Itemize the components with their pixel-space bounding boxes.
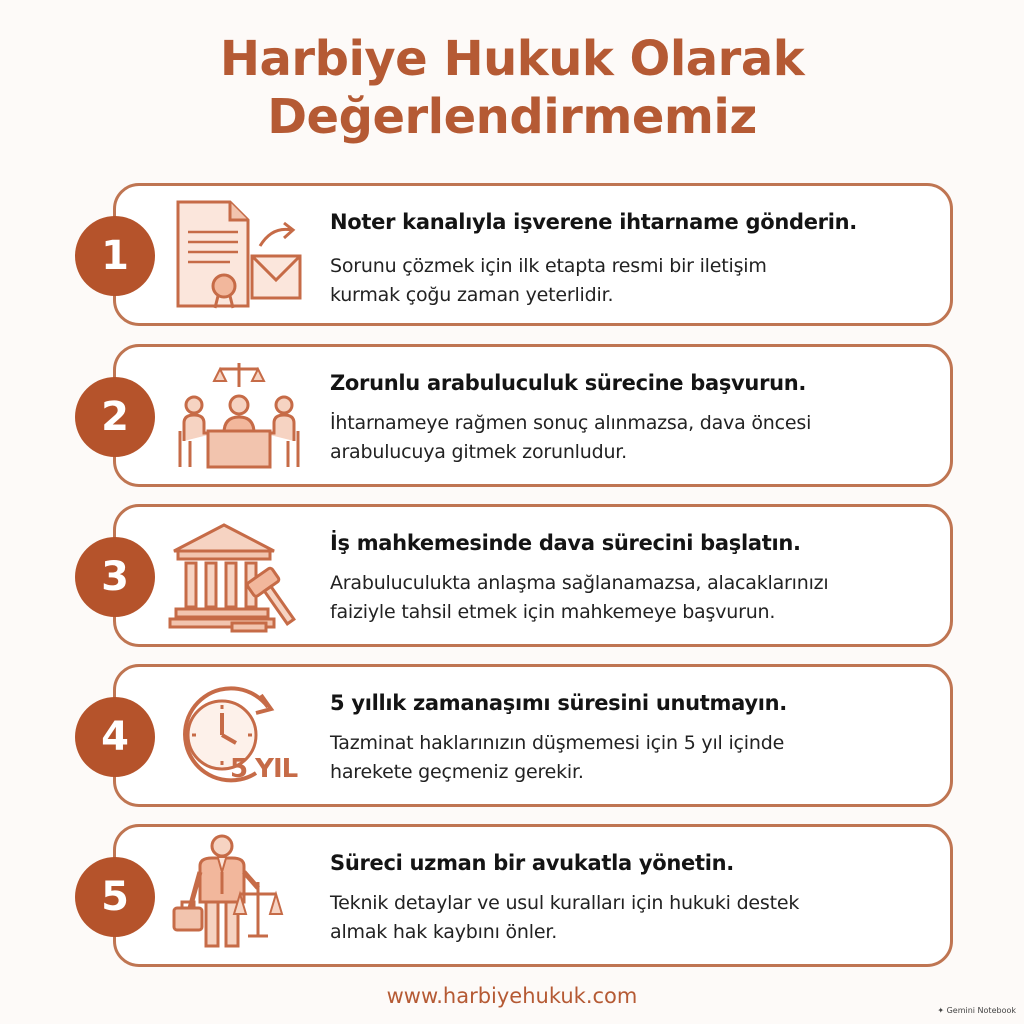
step-heading-5: Süreci uzman bir avukatla yönetin. (330, 851, 734, 875)
website-link[interactable]: www.harbiyehukuk.com (386, 984, 638, 1008)
step-number-3: 3 (75, 537, 155, 617)
step-heading-3: İş mahkemesinde dava sürecini başlatın. (330, 531, 801, 555)
step-heading-2: Zorunlu arabuluculuk sürecine başvurun. (330, 371, 807, 395)
step-desc-1 (330, 252, 945, 310)
title-line-2: Değerlendirmemiz (267, 89, 757, 145)
step-desc-1-line-2: kurmak çoğu zaman yeterlidir. (330, 284, 614, 306)
sparkle-icon: ✦ (937, 1006, 945, 1015)
step-desc-4-line-1: Tazminat haklarınızın düşmemesi için 5 yıl içinde (330, 732, 785, 754)
step-desc-5-line-2: almak hak kaybını önler. (330, 921, 558, 943)
mediation-meeting-icon (168, 357, 310, 475)
step-desc-2 (330, 409, 945, 467)
step-desc-3-line-2: faiziyle tahsil etmek için mahkemeye başvurun. (330, 601, 776, 623)
step-number-1: 1 (75, 216, 155, 296)
step-heading-1: Noter kanalıyla işverene ihtarname gönderin. (330, 210, 857, 234)
step-desc-4 (330, 729, 945, 787)
step-desc-1-line-1: Sorunu çözmek için ilk etapta resmi bir iletişim (330, 255, 767, 277)
courthouse-gavel-icon (168, 517, 310, 635)
watermark (937, 1006, 1016, 1015)
lawyer-scales-icon (168, 832, 310, 950)
page-title (0, 30, 1024, 146)
title-line-1: Harbiye Hukuk Olarak (219, 31, 805, 87)
step-desc-2-line-1: İhtarnameye rağmen sonuç alınmazsa, dava öncesi (330, 412, 812, 434)
step-number-5: 5 (75, 857, 155, 937)
step-desc-3-line-1: Arabuluculukta anlaşma sağlanamazsa, alacaklarınızı (330, 572, 829, 594)
step-desc-3 (330, 569, 945, 627)
document-envelope-icon (168, 196, 310, 314)
five-years-label: 5 YIL (230, 754, 298, 784)
step-desc-5-line-1: Teknik detaylar ve usul kuralları için hukuki destek (330, 892, 800, 914)
step-number-4: 4 (75, 697, 155, 777)
step-desc-2-line-2: arabulucuya gitmek zorunludur. (330, 441, 627, 463)
step-desc-4-line-2: harekete geçmeniz gerekir. (330, 761, 584, 783)
step-heading-4: 5 yıllık zamanaşımı süresini unutmayın. (330, 691, 787, 715)
step-number-2: 2 (75, 377, 155, 457)
step-desc-5 (330, 889, 945, 947)
watermark-label: Gemini Notebook (946, 1006, 1016, 1015)
